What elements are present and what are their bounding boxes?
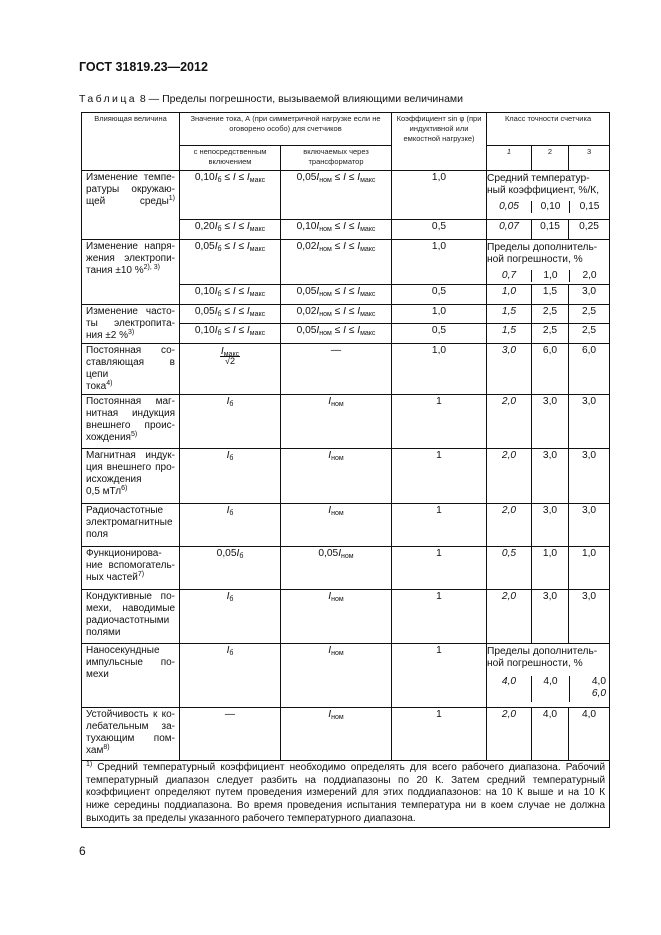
cell-class2: 6,0 <box>532 344 569 395</box>
cell-direct: — <box>180 708 281 761</box>
cell-direct: $0,05I_б \le I \le I_{макс}$ <box>180 240 281 285</box>
label-line: электромагнитные <box>86 517 173 528</box>
cell-class3: 0,15 <box>579 201 600 212</box>
cell-class2: 1,0 <box>532 270 570 282</box>
cell-transformer: $0,05I_{ном} \le I \le I_{макс}$ <box>281 285 392 305</box>
cell-nanosecond-classes <box>487 644 610 708</box>
cell-sin: 1,0 <box>392 305 487 324</box>
cell-class2: 0,10 <box>532 201 570 213</box>
cell-transformer: $0,05I_{ном} \le I \le I_{макс}$ <box>281 171 392 220</box>
cell-class2: 4,0 <box>532 708 569 761</box>
label-line: ных частей$^{7)}$ <box>86 571 145 583</box>
row-auxiliary <box>82 547 610 590</box>
cell-direct: $I_б$ <box>180 590 281 644</box>
cell-class3: 4,0 <box>569 708 610 761</box>
cell-voltage-classes <box>487 240 610 285</box>
table-caption-word: Таблица <box>79 93 137 105</box>
label-line: ставляющая в цепи <box>86 357 175 380</box>
label-line: ты электропита- <box>86 318 175 329</box>
cell-transformer: $I_{ном}$ <box>281 644 392 708</box>
cell-direct <box>180 344 281 395</box>
table-caption <box>79 93 463 105</box>
row-nanosecond <box>82 644 610 708</box>
cell-class1: 2,0 <box>487 590 532 644</box>
cell-sin: 1 <box>392 449 487 504</box>
label-line: Кондуктивные по- <box>86 591 175 602</box>
cell-sin: 0,5 <box>392 285 487 305</box>
cell-class3: 2,5 <box>569 305 610 324</box>
label-line: ния ±2 %$^{3)}$ <box>86 329 135 341</box>
label-line: Устойчивость к ко- <box>86 709 175 720</box>
col-header-class1: 1 <box>487 146 532 171</box>
cell-class2: 3,0 <box>532 504 569 547</box>
cell-temperature-classes <box>487 171 610 220</box>
fraction-imax-sqrt2: $\frac{I_{макс}}{√2}$ <box>220 346 240 366</box>
row-label-magnetic-external <box>82 395 180 449</box>
col-header-current: Значение тока, А (при симметричной нагрузке если не оговорено особо) для счетчиков <box>180 113 392 146</box>
cell-transformer: $I_{ном}$ <box>281 449 392 504</box>
cell-direct: $0,10I_б \le I \le I_{макс}$ <box>180 324 281 344</box>
cell-class1: 2,0 <box>487 708 532 761</box>
cell-class1: 0,5 <box>487 547 532 590</box>
label-line: ция внешнего про- <box>86 462 175 473</box>
page-number: 6 <box>79 844 86 858</box>
cell-transformer: $I_{ном}$ <box>281 395 392 449</box>
col-header-direct: с непосредственным включением <box>180 146 281 171</box>
footnote-marker: 1) <box>86 761 93 768</box>
footnote-text: Средний температурный коэффициент необходимо определять для всего рабочего диапазона. Рабочий температурный диапазон следует разбить на поддиапазоны по 20 К. Затем средний температурный коэффициент определяют путем проведения измерений для этих поддиапазонов: на 10 К выше и на 10 К ниже середины поддиапазона. Во время проведения испытания температура ни в коем случае не должна выходить за пределы указанного рабочего температурного диапазона. <box>86 762 606 824</box>
label-line: тока$^{4)}$ <box>86 380 113 392</box>
label-line: Наносекундные <box>86 645 160 656</box>
col-header-accuracy: Класс точности счетчика <box>487 113 610 146</box>
cell-class1: 3,0 <box>487 344 532 395</box>
cell-direct: $I_б$ <box>180 449 281 504</box>
cell-direct: $0,10I_б \le I \le I_{макс}$ <box>180 285 281 305</box>
cell-transformer: $0,10I_{ном} \le I \le I_{макс}$ <box>281 220 392 240</box>
cell-transformer: $0,05I_{ном} \le I \le I_{макс}$ <box>281 324 392 344</box>
label-line: лебательным за- <box>86 721 175 732</box>
row-magnetic-05 <box>82 449 610 504</box>
label-line: хам$^{8)}$ <box>86 744 110 756</box>
cell-transformer: $I_{ном}$ <box>281 504 392 547</box>
cell-transformer: — <box>281 344 392 395</box>
cell-direct: $I_б$ <box>180 504 281 547</box>
cell-class1: 1,5 <box>487 305 532 324</box>
cell-class2: 1,0 <box>532 547 569 590</box>
cell-class1: 0,05 <box>487 201 532 213</box>
row-conducted <box>82 590 610 644</box>
label-line: ние вспомогатель- <box>86 560 175 571</box>
cell-class2: 3,0 <box>532 449 569 504</box>
cell-class3: 0,25 <box>569 220 610 240</box>
label-line: тания ±10 %$^{2), 3)}$ <box>86 264 160 276</box>
cell-class3: 3,0 <box>569 395 610 449</box>
cell-class3: 1,0 <box>569 547 610 590</box>
label-line: жения электропи- <box>86 253 175 264</box>
cell-class1: 0,7 <box>487 270 532 282</box>
cell-class1: 0,07 <box>487 220 532 240</box>
cell-sin: 1,0 <box>392 171 487 220</box>
label-line: Изменение напря- <box>86 241 175 252</box>
cell-sin: 1 <box>392 395 487 449</box>
col-header-transformer: включаемых через трансформатор <box>281 146 392 171</box>
table-caption-text: 8 — Пределы погрешности, вызываемой влияющими величинами <box>136 93 463 105</box>
footnote <box>82 761 610 828</box>
cell-sin: 1 <box>392 547 487 590</box>
row-label-frequency <box>82 305 180 344</box>
cell-class3: 4,0 6,0 <box>591 676 607 699</box>
cell-class3: 3,0 <box>569 449 610 504</box>
label-line: Постоянная маг- <box>86 396 175 407</box>
label-line: Магнитная индук- <box>86 450 175 461</box>
label-line: мехи <box>86 669 109 680</box>
label-line: полями <box>86 627 121 638</box>
label-line: Функционирова- <box>86 548 162 559</box>
subheader-temperature: Средний температур- ный коэффициент, %/К, <box>487 173 600 196</box>
row-dc <box>82 344 610 395</box>
cell-class3: 2,5 <box>569 324 610 344</box>
cell-transformer: $0,02I_{ном} \le I \le I_{макс}$ <box>281 305 392 324</box>
cell-class3: 3,0 <box>569 590 610 644</box>
cell-class2: 1,5 <box>532 285 569 305</box>
temperature-values <box>487 201 609 213</box>
cell-class2: 2,5 <box>532 305 569 324</box>
row-label-voltage <box>82 240 180 305</box>
cell-class1: 2,0 <box>487 395 532 449</box>
label-line: Радиочастотные <box>86 505 164 516</box>
col-header-sin: Коэффициент sin φ (при индуктивной или емкостной нагрузке) <box>392 113 487 171</box>
cell-transformer: $0,05I_{ном}$ <box>281 547 392 590</box>
cell-sin: 1 <box>392 644 487 708</box>
col-header-influence: Влияющая величина <box>82 113 180 171</box>
row-oscillatory <box>82 708 610 761</box>
document-code: ГОСТ 31819.23—2012 <box>79 60 208 74</box>
cell-class2: 0,15 <box>532 220 569 240</box>
label-line: 0,5 мТл$^{6)}$ <box>86 485 128 497</box>
voltage-values <box>487 270 609 282</box>
cell-direct: $I_б$ <box>180 644 281 708</box>
subheader-nanosecond: Пределы дополнитель- ной погрешности, % <box>487 646 598 669</box>
footnote-row <box>82 761 610 828</box>
cell-class1: 2,0 <box>487 449 532 504</box>
nanosecond-values <box>487 676 609 702</box>
cell-direct: $0,05I_б$ <box>180 547 281 590</box>
label-line: Изменение темпе- <box>86 172 175 183</box>
label-line: щей среды$^{1)}$ <box>86 195 175 207</box>
cell-class3: 3,0 <box>569 504 610 547</box>
cell-class3: 6,0 <box>569 344 610 395</box>
row-label-temperature <box>82 171 180 240</box>
cell-class2: 3,0 <box>532 590 569 644</box>
row-label-dc <box>82 344 180 395</box>
cell-direct: $0,20I_б \le I \le I_{макс}$ <box>180 220 281 240</box>
cell-sin: 1 <box>392 504 487 547</box>
influence-table <box>81 112 610 828</box>
cell-transformer: $I_{ном}$ <box>281 708 392 761</box>
label-line: хождения$^{5)}$ <box>86 431 138 443</box>
subheader-voltage: Пределы дополнитель- ной погрешности, % <box>487 242 598 265</box>
row-label-auxiliary <box>82 547 180 590</box>
cell-direct: $0,05I_б \le I \le I_{макс}$ <box>180 305 281 324</box>
label-line: поля <box>86 529 109 540</box>
label-line: Постоянная со- <box>86 345 175 356</box>
label-line: внешнего проис- <box>86 420 175 431</box>
cell-class2: 3,0 <box>532 395 569 449</box>
cell-transformer: $0,02I_{ном} \le I \le I_{макс}$ <box>281 240 392 285</box>
cell-class1: 1,0 <box>487 285 532 305</box>
label-line: радиочастотными <box>86 615 170 626</box>
cell-class2: 4,0 <box>532 676 570 702</box>
cell-transformer: $I_{ном}$ <box>281 590 392 644</box>
row-label-magnetic-05 <box>82 449 180 504</box>
row-label-nanosecond <box>82 644 180 708</box>
row-label-oscillatory <box>82 708 180 761</box>
cell-class1: 1,5 <box>487 324 532 344</box>
label-line: нитная индукция <box>86 408 175 419</box>
row-label-conducted <box>82 590 180 644</box>
cell-class3: 3,0 <box>569 285 610 305</box>
label-line: импульсные по- <box>86 657 175 668</box>
cell-sin: 1,0 <box>392 240 487 285</box>
cell-sin: 1 <box>392 590 487 644</box>
cell-sin: 1,0 <box>392 344 487 395</box>
row-rf <box>82 504 610 547</box>
col-header-class3: 3 <box>569 146 610 171</box>
cell-sin: 0,5 <box>392 220 487 240</box>
cell-direct: $I_б$ <box>180 395 281 449</box>
col-header-class2: 2 <box>532 146 569 171</box>
label-line: тухающим пом- <box>86 733 175 744</box>
label-line: мехи, наводимые <box>86 603 175 614</box>
cell-class3: 2,0 <box>582 270 597 281</box>
row-magnetic-external <box>82 395 610 449</box>
label-line: Изменение часто- <box>86 306 175 317</box>
cell-class1: 4,0 <box>487 676 532 702</box>
cell-direct: $0,10I_б \le I \le I_{макс}$ <box>180 171 281 220</box>
label-line: исхождения <box>86 474 142 485</box>
cell-class2: 2,5 <box>532 324 569 344</box>
label-line: ратуры окружаю- <box>86 184 175 195</box>
cell-sin: 1 <box>392 708 487 761</box>
row-label-rf <box>82 504 180 547</box>
cell-sin: 0,5 <box>392 324 487 344</box>
cell-class1: 2,0 <box>487 504 532 547</box>
